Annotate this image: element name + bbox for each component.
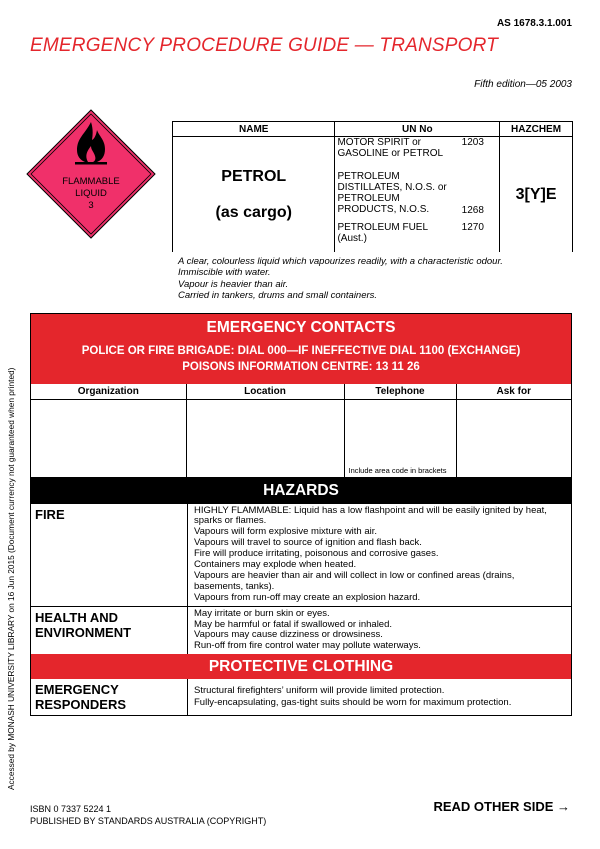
protective-line: Fully-encapsulating, gas-tight suits should be worn for maximum protection. xyxy=(194,697,512,709)
description-line: A clear, colourless liquid which vapourizes readily, with a characteristic odour. xyxy=(178,256,503,267)
contacts-table xyxy=(31,384,571,477)
hazchem-header: HAZCHEM xyxy=(500,122,573,137)
hazards-title: HAZARDS xyxy=(31,477,571,504)
health-hazard-line: May irritate or burn skin or eyes. xyxy=(194,607,330,619)
fire-label: FIRE xyxy=(31,504,188,607)
emergency-guide-panel xyxy=(30,313,572,716)
un-label-3: PETROLEUM FUEL (Aust.) xyxy=(337,222,428,244)
telephone-header: Telephone xyxy=(344,384,456,400)
protective-line: Structural firefighters’ uniform will provide limited protection. xyxy=(194,685,445,697)
protective-table xyxy=(31,679,571,715)
fire-hazard-line: Vapours from run-off may create an explosion hazard. xyxy=(194,591,421,603)
health-hazard-line: Run-off from fire control water may pollute waterways. xyxy=(194,640,421,652)
flammable-liquid-placard xyxy=(25,108,157,240)
standard-number: AS 1678.3.1.001 xyxy=(496,18,572,29)
un-label-1: MOTOR SPIRIT or GASOLINE or PETROL xyxy=(337,137,444,159)
un-number-2: 1268 xyxy=(461,205,484,216)
description-line: Immiscible with water. xyxy=(178,267,271,279)
fire-hazard-line: Containers may explode when heated. xyxy=(194,559,357,571)
identification-table xyxy=(172,121,573,252)
poisons-info-line: POISONS INFORMATION CENTRE: 13 11 26 xyxy=(182,361,420,373)
health-hazards xyxy=(188,606,572,654)
description-line: Carried in tankers, drums and small containers. xyxy=(178,289,378,301)
fire-hazard-line: Vapours are heavier than air and will collect in low or confined areas (drains, basements, tanks). xyxy=(194,569,515,592)
protective-clothing-title: PROTECTIVE CLOTHING xyxy=(31,654,571,679)
isbn: ISBN 0 7337 5224 1 xyxy=(30,804,112,814)
placard-line1: FLAMMABLE xyxy=(62,176,120,187)
read-other-side: READ OTHER SIDE → xyxy=(433,799,570,814)
protective-text xyxy=(188,679,572,715)
product-description xyxy=(178,256,503,301)
health-environment-label: HEALTH AND ENVIRONMENT xyxy=(31,606,188,654)
health-hazard-line: Vapours may cause dizziness or drowsiness. xyxy=(194,629,383,641)
location-header: Location xyxy=(186,384,344,400)
product-name-cell xyxy=(173,137,335,253)
fire-hazard-line: HIGHLY FLAMMABLE: Liquid has a low flashpoint and will be easily ignited by heat, sparks or flames. xyxy=(194,504,547,527)
health-hazard-line: May be harmful or fatal if swallowed or inhaled. xyxy=(194,618,393,630)
access-notice: Accessed by MONASH UNIVERSITY LIBRARY on 16 Jun 2015 (Document currency not guaranteed when printed) xyxy=(6,367,16,790)
un-number-1: 1203 xyxy=(461,137,484,148)
footer-publication-info xyxy=(30,803,266,827)
edition-label: Fifth edition—05 2003 xyxy=(474,79,572,90)
location-field[interactable] xyxy=(186,400,344,477)
organization-header: Organization xyxy=(31,384,186,400)
emergency-dial-line: POLICE OR FIRE BRIGADE: DIAL 000—IF INEFFECTIVE DIAL 1100 (EXCHANGE) xyxy=(81,345,521,357)
hazards-table xyxy=(31,504,571,655)
ask-for-field[interactable] xyxy=(456,400,571,477)
fire-hazard-line: Vapours will form explosive mixture with air. xyxy=(194,526,378,538)
fire-hazards xyxy=(188,504,572,607)
telephone-note: Include area code in brackets xyxy=(348,465,447,475)
product-name-sub: (as cargo) xyxy=(215,203,292,221)
emergency-contacts-title: EMERGENCY CONTACTS xyxy=(206,319,396,336)
name-header: NAME xyxy=(173,122,335,137)
product-name: PETROL xyxy=(221,167,287,185)
page-title: EMERGENCY PROCEDURE GUIDE — TRANSPORT xyxy=(30,35,499,56)
emergency-responders-label: EMERGENCY RESPONDERS xyxy=(31,679,188,715)
placard-class: 3 xyxy=(88,200,94,211)
description-line: Vapour is heavier than air. xyxy=(178,278,289,290)
hazchem-code: 3[Y]E xyxy=(500,137,573,253)
un-no-header: UN No xyxy=(335,122,500,137)
un-number-3: 1270 xyxy=(461,222,484,233)
fire-hazard-line: Fire will produce irritating, poisonous and corrosive gases. xyxy=(194,548,439,560)
fire-hazard-line: Vapours will travel to source of ignition and flash back. xyxy=(194,537,422,549)
organization-field[interactable] xyxy=(31,400,186,477)
emergency-contacts-section xyxy=(31,314,571,384)
un-label-2: PETROLEUM DISTILLATES, N.O.S. or PETROLEUM PRODUCTS, N.O.S. xyxy=(337,171,447,215)
telephone-field[interactable] xyxy=(344,400,456,477)
ask-for-header: Ask for xyxy=(456,384,571,400)
placard-line2: LIQUID xyxy=(75,188,107,199)
publisher: PUBLISHED BY STANDARDS AUSTRALIA (COPYRIGHT) xyxy=(30,816,267,826)
